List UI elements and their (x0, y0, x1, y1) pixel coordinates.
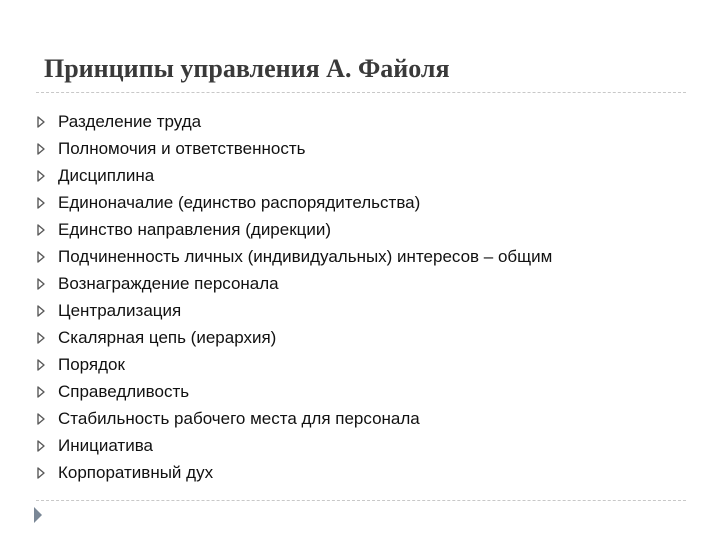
triangle-right-icon (36, 224, 46, 236)
triangle-right-icon (36, 197, 46, 209)
list-item-text: Инициатива (58, 436, 153, 455)
triangle-right-icon (36, 143, 46, 155)
list-item-text: Единоначалие (единство распорядительства) (58, 193, 421, 212)
triangle-right-icon (36, 332, 46, 344)
triangle-right-icon (36, 116, 46, 128)
list-item-text: Единство направления (дирекции) (58, 220, 332, 239)
list-item-text: Корпоративный дух (58, 463, 214, 482)
list-item (36, 108, 552, 135)
list-item (36, 270, 552, 297)
list-item-text: Вознаграждение персонала (58, 274, 279, 293)
triangle-right-icon (36, 386, 46, 398)
triangle-right-icon (36, 278, 46, 290)
footer-divider (36, 500, 686, 501)
triangle-right-icon (36, 413, 46, 425)
list-item (36, 189, 552, 216)
title-divider (36, 92, 686, 93)
list-item-text: Скалярная цепь (иерархия) (58, 328, 277, 347)
principles-list (36, 108, 552, 486)
list-item-text: Порядок (58, 355, 125, 374)
list-item-text: Подчиненность личных (индивидуальных) интересов – общим (58, 247, 553, 266)
list-item-text: Стабильность рабочего места для персонала (58, 409, 420, 428)
slide-title: Принципы управления А. Файоля (44, 54, 450, 83)
list-item (36, 135, 552, 162)
list-item-text: Централизация (58, 301, 182, 320)
triangle-right-icon (36, 359, 46, 371)
list-item (36, 216, 552, 243)
list-item (36, 297, 552, 324)
list-item (36, 243, 552, 270)
list-item-text: Справедливость (58, 382, 190, 401)
triangle-right-icon (36, 305, 46, 317)
triangle-right-icon (36, 467, 46, 479)
list-item (36, 162, 552, 189)
corner-marker-icon (33, 506, 43, 524)
triangle-right-icon (36, 440, 46, 452)
list-item (36, 405, 552, 432)
list-item (36, 324, 552, 351)
list-item-text: Разделение труда (58, 112, 202, 131)
list-item-text: Полномочия и ответственность (58, 139, 306, 158)
list-item (36, 351, 552, 378)
list-item-text: Дисциплина (58, 166, 155, 185)
triangle-right-icon (36, 170, 46, 182)
triangle-right-icon (36, 251, 46, 263)
list-item (36, 432, 552, 459)
list-item (36, 378, 552, 405)
list-item (36, 459, 552, 486)
